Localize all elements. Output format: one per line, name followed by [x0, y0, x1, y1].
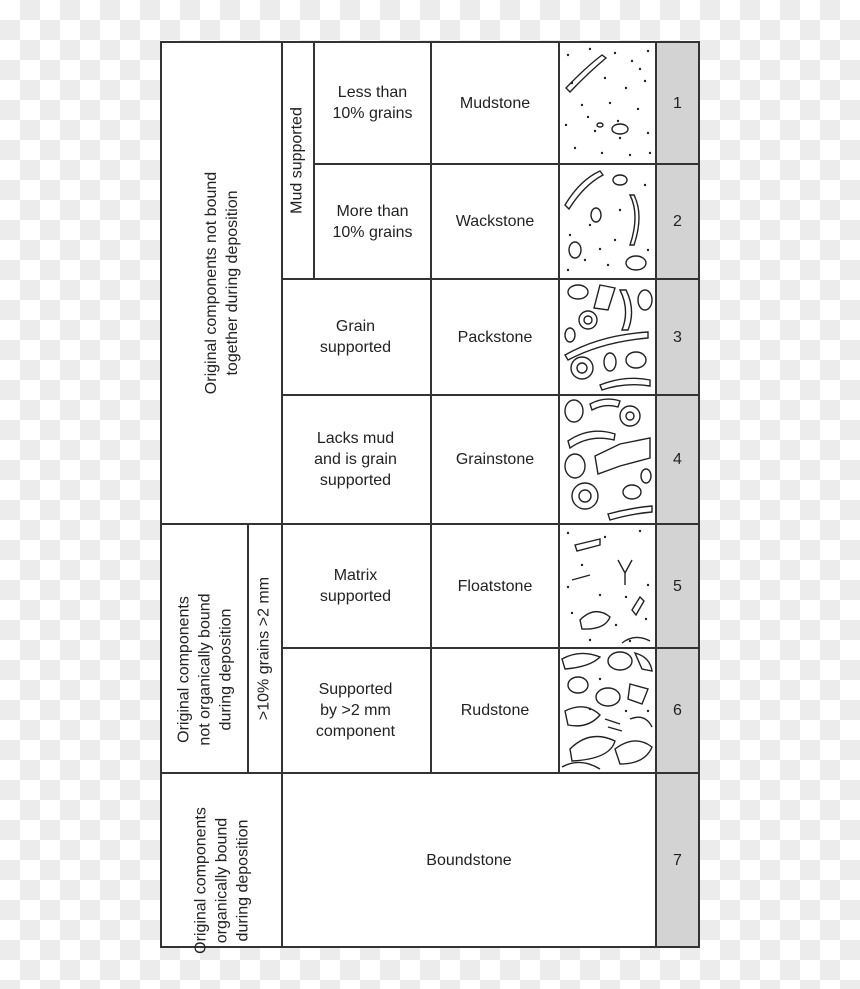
mud-supported-label: Mud supported — [288, 107, 306, 214]
rock-name-5: Floatstone — [432, 525, 558, 647]
mud-supported-cell — [281, 43, 313, 278]
row-number-2: 2 — [657, 165, 698, 278]
group-not-bound-cell — [162, 43, 281, 523]
criterion-cell-6: Supported by >2 mm component — [281, 649, 430, 772]
grid-line — [281, 647, 698, 649]
row-number-1: 1 — [657, 43, 698, 163]
grains-2mm-cell — [247, 525, 281, 772]
grid-line — [558, 43, 560, 772]
wackstone-texture-icon — [560, 165, 655, 278]
grid-line — [313, 163, 698, 165]
grid-line — [430, 43, 432, 772]
grid-line — [313, 43, 315, 278]
group-not-bound-label: Original components not bound together during deposition — [203, 171, 241, 395]
rudstone-texture-icon — [560, 649, 655, 772]
grainstone-texture-icon — [560, 396, 655, 523]
row-number-4: 4 — [657, 396, 698, 523]
grid-line — [281, 278, 698, 280]
row-number-5: 5 — [657, 525, 698, 647]
criterion-cell-4: Lacks mud and is grain supported — [281, 396, 430, 523]
criterion-cell-1: Less than 10% grains — [315, 43, 430, 163]
grid-line — [162, 772, 698, 774]
rock-name-1: Mudstone — [432, 43, 558, 163]
carbonate-classification-table — [160, 41, 700, 954]
rock-name-7: Boundstone — [283, 774, 655, 946]
floatstone-texture-icon — [560, 525, 655, 647]
group-not-organic-label: Original components not organically bound during deposition — [175, 593, 235, 746]
criterion-cell-3: Grain supported — [281, 280, 430, 394]
criterion-cell-5: Matrix supported — [281, 525, 430, 647]
rock-name-2: Wackstone — [432, 165, 558, 278]
grid-line — [655, 43, 657, 946]
mudstone-texture-icon — [560, 43, 655, 163]
group-not-organic-cell — [162, 525, 247, 772]
row-number-6: 6 — [657, 649, 698, 772]
row-number-3: 3 — [657, 280, 698, 394]
grid-line — [247, 523, 249, 774]
grid-line — [162, 523, 698, 525]
rock-name-4: Grainstone — [432, 396, 558, 523]
grains-2mm-label: >10% grains >2 mm — [255, 576, 273, 721]
rock-name-3: Packstone — [432, 280, 558, 394]
group-organic-label: Original components organically bound during deposition — [192, 807, 252, 954]
packstone-texture-icon — [560, 280, 655, 394]
rock-name-6: Rudstone — [432, 649, 558, 772]
grid-line — [281, 43, 283, 946]
row-number-7: 7 — [657, 774, 698, 946]
grid-line — [281, 394, 698, 396]
group-organic-cell — [162, 774, 281, 954]
criterion-cell-2: More than 10% grains — [315, 165, 430, 278]
